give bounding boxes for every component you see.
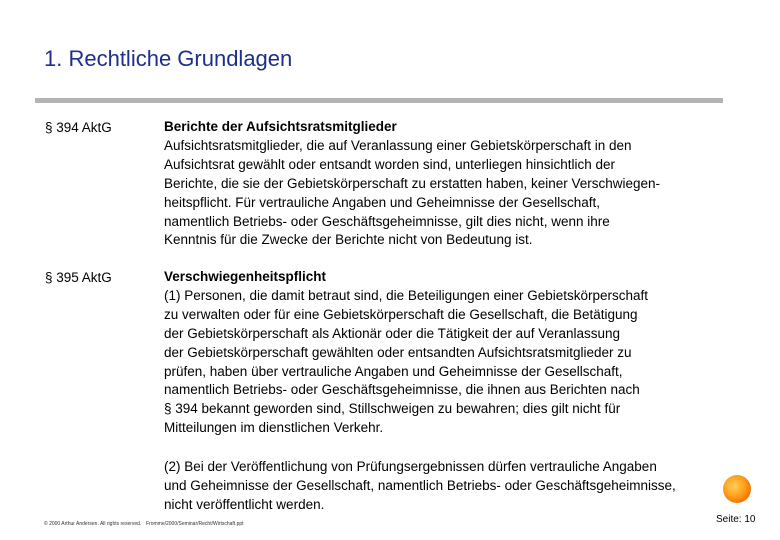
section-line: und Geheimnisse der Gesellschaft, namentlich Betriebs- oder Geschäftsgeheimnisse, (164, 477, 676, 493)
section-line: namentlich Betriebs- oder Geschäftsgeheimnisse, gilt dies nicht, wenn ihre (164, 213, 610, 229)
section-line: Kenntnis für die Zwecke der Berichte nicht von Bedeutung ist. (164, 232, 533, 248)
section-body-395 (164, 268, 744, 438)
footer-file-path: Fromme/2000/Seminar/Recht/Wirtschaft.ppt (146, 521, 244, 527)
section-line: Aufsichtsrat gewählt oder entsandt worden sind, unterliegen hinsichtlich der (164, 156, 616, 172)
section-line: der Gebietskörperschaft als Aktionär oder die Tätigkeit der auf Veranlassung (164, 325, 621, 341)
section-line: nicht veröffentlicht werden. (164, 496, 325, 512)
section-label-394: § 394 AktG (45, 120, 112, 135)
slide-title: 1. Rechtliche Grundlagen (44, 46, 293, 71)
title-divider (35, 98, 723, 103)
page-number: Seite: 10 (716, 514, 756, 525)
section-line: namentlich Betriebs- oder Geschäftsgeheimnisse, die ihnen aus Berichten nach (164, 382, 640, 398)
section-line: Aufsichtsratsmitglieder, die auf Veranlassung einer Gebietskörperschaft in den (164, 137, 632, 153)
section-heading-395: Verschwiegenheitspflicht (164, 269, 327, 284)
section-line: prüfen, haben über vertrauliche Angaben und Geheimnisse der Gesellschaft, (164, 363, 623, 379)
section-line: Mitteilungen im dienstlichen Verkehr. (164, 420, 384, 436)
section-line: zu verwalten oder für eine Gebietskörperschaft die Gesellschaft, die Betätigung (164, 306, 638, 322)
brand-dot-icon (723, 475, 751, 503)
section-line: der Gebietskörperschaft gewählten oder entsandten Aufsichtsratsmitglieder zu (164, 344, 632, 360)
section-line: § 394 bekannt geworden sind, Stillschweigen zu bewahren; dies gilt nicht für (164, 401, 621, 417)
section-body-395-para2 (164, 458, 744, 515)
section-body-394 (164, 118, 744, 250)
section-line: (2) Bei der Veröffentlichung von Prüfungsergebnissen dürfen vertrauliche Angaben (164, 459, 657, 474)
section-line: heitspflicht. Für vertrauliche Angaben und Geheimnisse der Gesellschaft, (164, 194, 600, 210)
section-line: (1) Personen, die damit betraut sind, die Beteiligungen einer Gebietskörperschaft (164, 287, 649, 303)
footer-copyright: © 2000 Arthur Andersen. All rights reserved. (44, 521, 142, 527)
section-label-395: § 395 AktG (45, 270, 112, 285)
section-line: Berichte, die sie der Gebietskörperschaft zu erstatten haben, keiner Verschwiegen- (164, 175, 661, 191)
section-heading-394: Berichte der Aufsichtsratsmitglieder (164, 119, 397, 134)
